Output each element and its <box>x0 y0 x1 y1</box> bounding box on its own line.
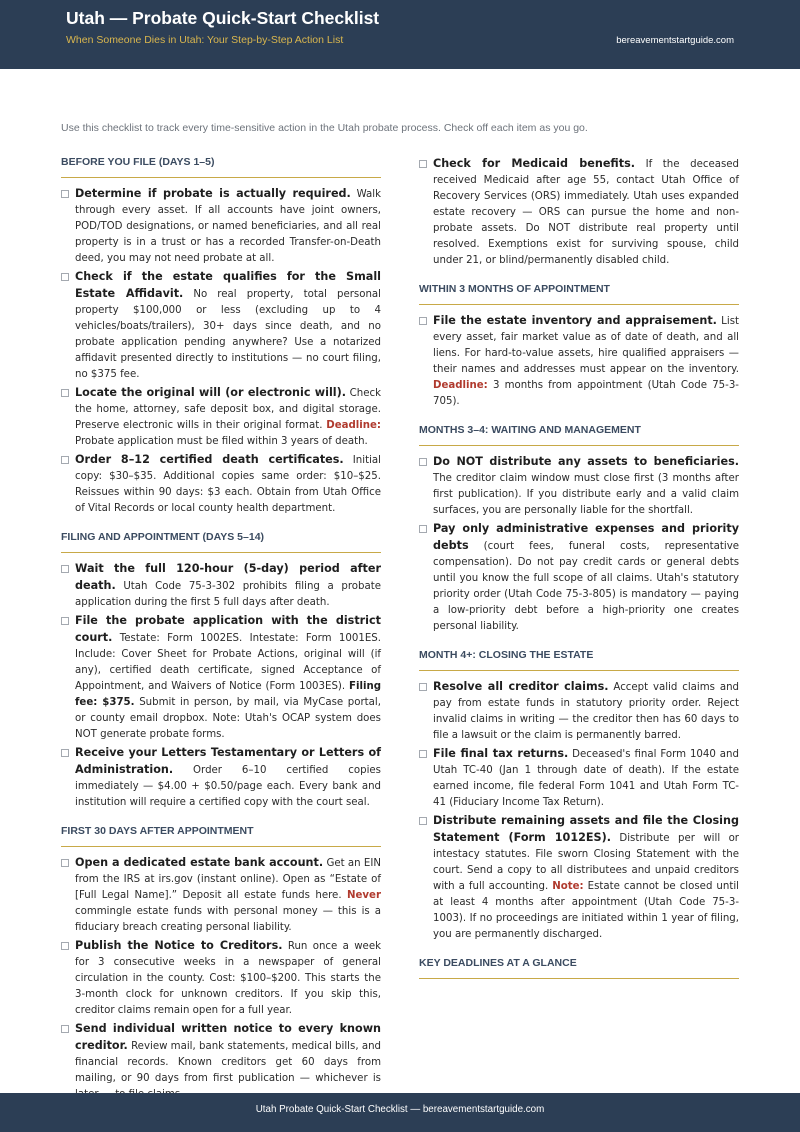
checkbox[interactable] <box>419 683 427 691</box>
header-site-link[interactable]: bereavementstartguide.com <box>616 35 734 46</box>
checklist-item: Determine if probate is actually required. Walk through every asset. If all accounts have joint owners, POD/TOD designations, or named beneficiaries, and all real property is in a trust or has a recorded Transfer-on-Death deed, you may not need probate at all. <box>61 186 381 267</box>
checkbox[interactable] <box>61 389 69 397</box>
checkbox[interactable] <box>419 525 427 533</box>
section-title: MONTH 4+: CLOSING THE ESTATE <box>419 649 739 671</box>
checklist-item: Check if the estate qualifies for the Small Estate Affidavit. No real property, total personal property $100,000 or less (excluding up to 4 vehicles/boats/trailers), 30+ days since death, and no probate application pending anywhere? Use a notarized affidavit presented directly to institutions — no court filing, no $375 fee. <box>61 269 381 383</box>
checkbox[interactable] <box>61 749 69 757</box>
page-footer <box>0 1093 800 1132</box>
checkbox[interactable] <box>419 160 427 168</box>
checklist-item: Locate the original will (or electronic will). Check the home, attorney, safe deposit box, and digital storage. Preserve electronic wills in their original format. Deadline: Probate application must be filed within 3 years of death. <box>61 385 381 450</box>
page-title: Utah — Probate Quick-Start Checklist <box>66 8 380 28</box>
checkbox[interactable] <box>419 817 427 825</box>
checklist-item: Send individual written notice to every known creditor. Review mail, bank statements, medical bills, and financial records. Known creditors get 60 days from mailing, or 90 days from first publication — whichever is <box>61 1021 381 1103</box>
checklist-item: File final tax returns. Deceased's final Form 1040 and Utah TC-40 (Jan 1 through date of death). If the estate earned income, file federal Form 1041 and Utah Form TC-41 (Fiduciary Income Tax Return). <box>419 746 739 811</box>
checklist-item: Distribute remaining assets and file the Closing Statement (Form 1012ES). Distribute per will or intestacy statutes. File sworn Closing Statement with the court. Send a copy to all distributees and unpaid creditors with a full accounting. Note: Estate cannot be closed until at least 4 months after appointment (Utah Code 75-3-1003). If no proceedings are initiated within 1 year of filing, you are permanently discharged. <box>419 813 739 943</box>
checklist-item: Order 8–12 certified death certificates. Initial copy: $30–$35. Additional copies same order: $10–$25. Reissues within 90 days: $3 each. Obtain from Utah Office of Vital Records or local county health department. <box>61 452 381 517</box>
section-title: MONTHS 3–4: WAITING AND MANAGEMENT <box>419 424 739 446</box>
page-subtitle: When Someone Dies in Utah: Your Step-by-Step Action List <box>66 34 344 46</box>
section-title: KEY DEADLINES AT A GLANCE <box>419 957 739 979</box>
checkbox[interactable] <box>61 190 69 198</box>
page-header <box>0 0 800 69</box>
checklist-item: Pay only administrative expenses and priority debts (court fees, funeral costs, representative compensation). Do not pay credit cards or general debts until you know the full scope of all claims. Utah's statutory priority order (Utah Code 75-3-805) is mandatory — paying a low-priority debt before a high-priority one creates personal liability. <box>419 521 739 635</box>
section-title: BEFORE YOU FILE (DAYS 1–5) <box>61 156 381 178</box>
left-column <box>61 156 381 1105</box>
checklist-item: Publish the Notice to Creditors. Run once a week for 3 consecutive weeks in a newspaper of general circulation in the county. Cost: $100–$200. This starts the 3-month clock for unknown creditors. If you skip this, creditor claims remain open for a full year. <box>61 938 381 1019</box>
checkbox[interactable] <box>61 1025 69 1033</box>
checkbox[interactable] <box>419 317 427 325</box>
checkbox[interactable] <box>419 750 427 758</box>
checkbox[interactable] <box>61 456 69 464</box>
section-title: WITHIN 3 MONTHS OF APPOINTMENT <box>419 283 739 305</box>
checklist-item: Check for Medicaid benefits. If the deceased received Medicaid after age 55, contact Utah Office of Recovery Services (ORS) immediately. Utah uses expanded estate recovery — ORS can pursue the home and non-probate assets. Do NOT distribute real property until resolved. Exemptions exist for surviving spouse, child under 21, or blind/permanently disabled child. <box>419 156 739 269</box>
checkbox[interactable] <box>61 273 69 281</box>
checklist-item: File the probate application with the district court. Testate: Form 1002ES. Intestate: Form 1001ES. Include: Cover Sheet for Probate Actions, original will (if any), certified death certificate, signed Acceptance of Appointment, and Waivers of Notice (Form 1003ES). Filing fee: $375. Submit in person, by mail, via MyCase portal, or county email dropbox. Note: Utah's OCAP system does NOT generate probate forms. <box>61 613 381 743</box>
right-column <box>419 156 739 987</box>
section-title: FIRST 30 DAYS AFTER APPOINTMENT <box>61 825 381 847</box>
checkbox[interactable] <box>61 565 69 573</box>
checklist-item: Open a dedicated estate bank account. Get an EIN from the IRS at irs.gov (instant online). Open as “Estate of [Full Legal Name].” Deposit all estate funds here. Never commingle estate funds with personal money — this is a fiduciary breach creating personal liability. <box>61 855 381 936</box>
intro-text: Use this checklist to track every time-sensitive action in the Utah probate process. Check off each item as you go. <box>61 122 588 134</box>
checkbox[interactable] <box>61 942 69 950</box>
checklist-item: Receive your Letters Testamentary or Letters of Administration. Order 6–10 certified copies immediately — $4.00 + $0.50/page each. Every bank and institution will require a certified copy with the court seal. <box>61 745 381 811</box>
checklist-item: Wait the full 120-hour (5-day) period after death. Utah Code 75-3-302 prohibits filing a probate application during the first 5 full days after death. <box>61 561 381 611</box>
checklist-item: Resolve all creditor claims. Accept valid claims and pay from estate funds in statutory priority order. Reject invalid claims in writing — the creditor then has 60 days to file a lawsuit or the claim is permanently barred. <box>419 679 739 744</box>
checkbox[interactable] <box>61 617 69 625</box>
section-title: FILING AND APPOINTMENT (DAYS 5–14) <box>61 531 381 553</box>
checklist-item: File the estate inventory and appraisement. List every asset, fair market value as of date of death, and all liens. For hard-to-value assets, hire qualified appraisers — their names and addresses must appear on the inventory. Deadline: 3 months from appointment (Utah Code 75-3-705). <box>419 313 739 410</box>
checkbox[interactable] <box>419 458 427 466</box>
checklist-item: Do NOT distribute any assets to beneficiaries. The creditor claim window must close first (3 months after first publication). If you distribute early and a valid claim surfaces, you are personally liable for the shortfall. <box>419 454 739 519</box>
checkbox[interactable] <box>61 859 69 867</box>
footer-text: Utah Probate Quick-Start Checklist — bereavementstartguide.com <box>255 1104 545 1115</box>
